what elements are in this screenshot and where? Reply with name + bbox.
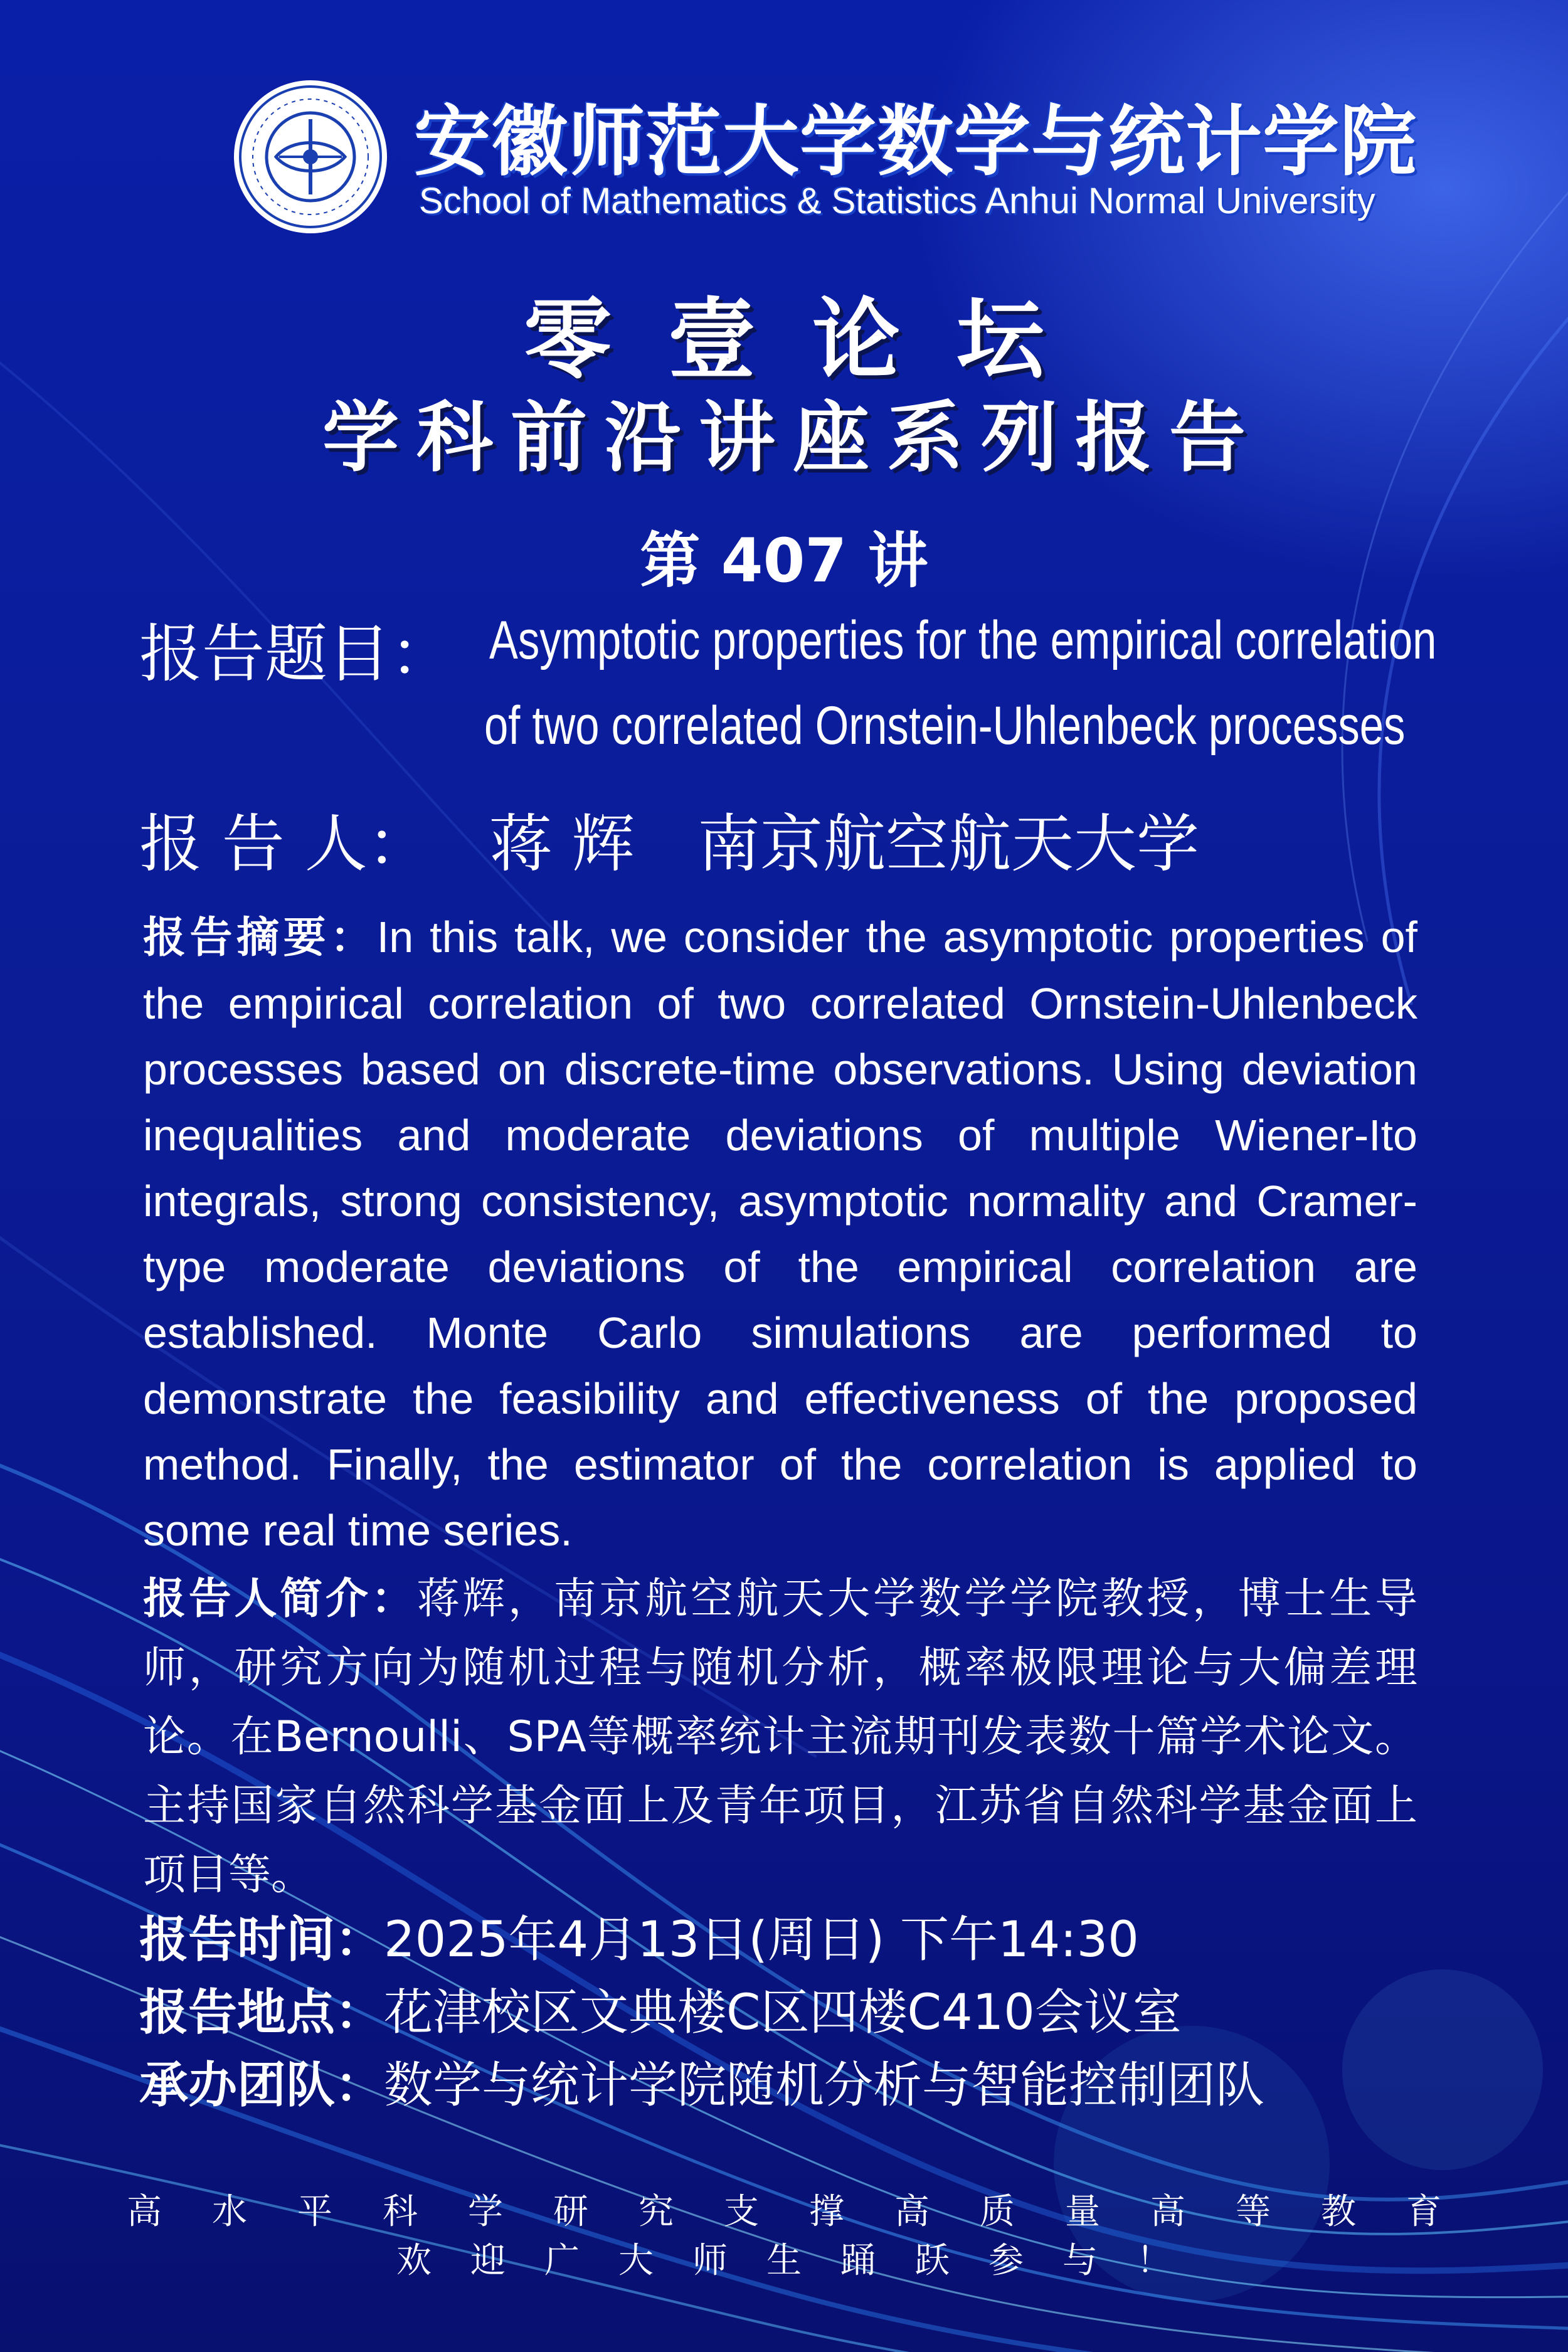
lecture-number: 第 407 讲: [640, 526, 928, 596]
talk-title-label: 报告题目：: [139, 617, 453, 691]
time-value: 2025年4月13日(周日) 下午14:30: [384, 1912, 1139, 1968]
time-label: 报告时间：: [139, 1912, 384, 1968]
talk-title-line1: Asymptotic properties for the empirical correlation: [489, 610, 1437, 670]
talk-place-row: [139, 1973, 1182, 2043]
host-team-row: [139, 2046, 1264, 2116]
speaker-name: 蒋 辉: [489, 807, 635, 881]
forum-name: 零壹论坛: [523, 289, 1101, 391]
abstract-section: [143, 904, 1417, 1564]
bio-text: 蒋辉，南京航空航天大学数学学院教授，博士生导师，研究方向为随机过程与随机分析，概率极限理论与大偏差理论。在Bernoulli、SPA等概率统计主流期刊发表数十篇学术论文。主持国家自然科学基金面上及青年项目，江苏省自然科学基金面上项目等。: [143, 1574, 1417, 1900]
place-value: 花津校区文典楼C区四楼C410会议室: [384, 1984, 1182, 2041]
speaker-bio-section: [143, 1565, 1417, 1910]
bio-label: 报告人简介：: [143, 1574, 417, 1624]
forum-series-title: 学科前沿讲座系列报告: [322, 392, 1263, 482]
speaker-affiliation: 南京航空航天大学: [697, 807, 1199, 881]
abstract-text: In this talk, we consider the asymptotic properties of the empirical correlation of two correlated Ornstein-Uhlenbeck processes based on discrete-time observations. Using deviation inequalities and moderate deviations of multiple Wiener-Ito integrals, strong consistency, asymptotic normality and Cramer-type moderate deviations of the empirical correlation are established. Monte Carlo simulations are performed to demonstrate the feasibility and effectiveness of the proposed method. Finally, the estimator of the correlation is applied to some real time series.: [143, 913, 1417, 1555]
slogan-line1: 高水平科学研究支撑高质量高等教育: [127, 2191, 1491, 2232]
school-name-en: School of Mathematics & Statistics Anhui Normal University: [419, 181, 1375, 221]
place-label: 报告地点：: [139, 1984, 384, 2041]
slogan-line2: 欢迎广大师生踊跃参与！: [396, 2240, 1210, 2281]
school-name-cn: 安徽师范大学数学与统计学院: [414, 97, 1417, 186]
abstract-label: 报告摘要：: [143, 913, 377, 963]
host-label: 承办团队：: [139, 2057, 384, 2114]
talk-time-row: [139, 1900, 1139, 1971]
school-seal-icon: [232, 78, 389, 235]
talk-title-line2: of two correlated Ornstein-Uhlenbeck processes: [484, 696, 1406, 756]
speaker-label: 报 告 人：: [139, 807, 430, 881]
host-value: 数学与统计学院随机分析与智能控制团队: [384, 2057, 1265, 2114]
